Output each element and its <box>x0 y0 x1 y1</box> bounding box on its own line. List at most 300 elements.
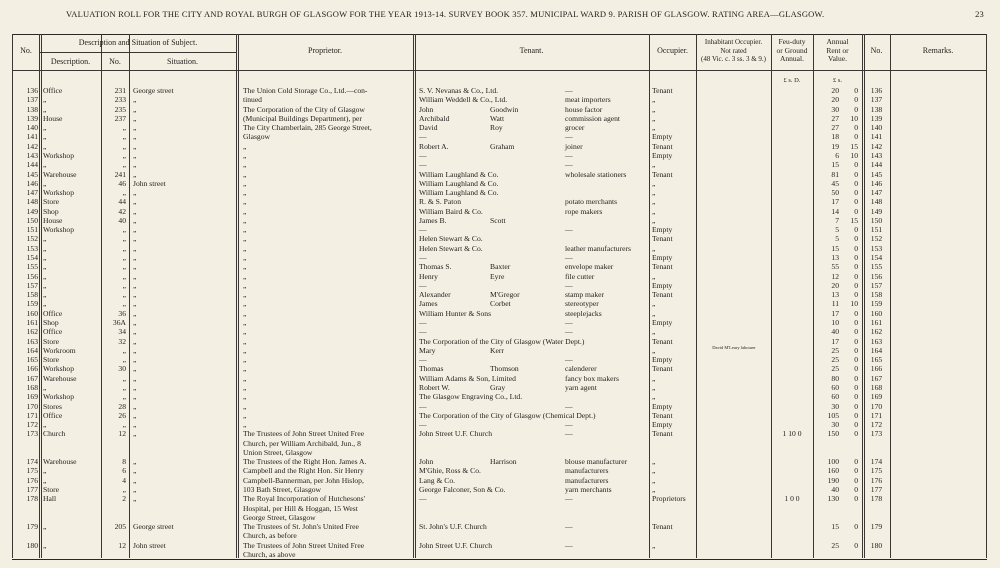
col-header-occupier: Occupier. <box>657 46 688 55</box>
table-row <box>0 439 1000 448</box>
row-no-repeat: 136 <box>870 86 883 95</box>
row-rent-shillings: 10 <box>850 299 858 309</box>
row-rent-shillings: 15 <box>850 141 858 151</box>
rent-currency-label: £ s. <box>832 77 843 84</box>
row-tenant-surname: Corbet <box>490 299 511 309</box>
row-rent-pounds: 18 <box>831 132 839 142</box>
col-header-proprietor: Proprietor. <box>308 46 342 55</box>
row-occupier: „ <box>652 104 656 114</box>
row-number: „ <box>122 355 126 365</box>
row-situation: „ <box>133 299 137 309</box>
row-no-repeat: 156 <box>870 271 883 281</box>
row-number: 237 <box>114 113 126 123</box>
row-no-repeat: 168 <box>870 382 883 392</box>
row-rent-shillings: 0 <box>854 104 858 114</box>
row-rent-pounds: 5 <box>835 225 839 235</box>
row-situation: „ <box>133 262 137 272</box>
row-number: „ <box>122 373 126 383</box>
row-no-repeat: 144 <box>870 160 883 170</box>
row-rent-shillings: 0 <box>854 86 858 95</box>
col-header-situation: Situation. <box>167 57 198 66</box>
row-situation: „ <box>133 271 137 281</box>
row-number: 36A <box>112 318 126 327</box>
row-rent-pounds: 190 <box>827 475 839 485</box>
row-no: 156 <box>26 271 38 281</box>
row-tenant-trade: — <box>565 494 573 504</box>
row-no-repeat: 165 <box>870 355 883 365</box>
row-no-repeat: 145 <box>870 169 883 179</box>
row-description: Warehouse <box>43 373 77 383</box>
row-number: „ <box>122 132 126 142</box>
row-rent-shillings: 0 <box>854 522 858 532</box>
row-tenant-trade: — <box>565 327 573 337</box>
row-occupier: „ <box>652 215 656 225</box>
row-description: Shop <box>43 206 59 216</box>
row-rent-shillings: 0 <box>854 243 858 253</box>
row-rent-pounds: 55 <box>831 262 839 272</box>
row-tenant-name: Mary <box>419 345 436 355</box>
table-row <box>0 522 1000 531</box>
row-rent-shillings: 0 <box>854 373 858 383</box>
row-description: „ <box>43 262 47 272</box>
row-rent-pounds: 5 <box>835 234 839 244</box>
row-no-repeat: 171 <box>870 410 883 420</box>
row-no: 154 <box>26 253 38 263</box>
row-tenant-name: Robert A. <box>419 141 449 151</box>
row-rent-pounds: 17 <box>831 336 839 346</box>
row-occupier: Empty <box>652 401 673 411</box>
row-tenant-name: The Corporation of the City of Glasgow (Chemical Dept.) <box>419 410 596 420</box>
row-proprietor: „ <box>243 327 247 337</box>
row-no-repeat: 161 <box>870 318 883 327</box>
row-no: 178 <box>26 494 38 504</box>
row-rent-shillings: 0 <box>854 206 858 216</box>
row-rent-pounds: 60 <box>831 392 839 402</box>
row-occupier: Tenant <box>652 262 673 272</box>
row-tenant-surname: Graham <box>490 141 515 151</box>
row-description: Store <box>43 336 60 346</box>
row-description: Office <box>43 86 63 95</box>
row-description: „ <box>43 141 47 151</box>
row-occupier: „ <box>652 197 656 207</box>
row-rent-shillings: 0 <box>854 169 858 179</box>
row-rent-shillings: 0 <box>854 308 858 318</box>
row-occupier: Tenant <box>652 169 673 179</box>
row-no-repeat: 160 <box>870 308 883 318</box>
row-rent-pounds: 20 <box>831 86 839 95</box>
row-tenant-trade: stamp maker <box>565 290 605 300</box>
row-tenant-surname: Watt <box>490 113 505 123</box>
row-tenant-name: William Baird & Co. <box>419 206 483 216</box>
row-tenant-name: Helen Stewart & Co. <box>419 234 483 244</box>
row-no-repeat: 170 <box>870 401 883 411</box>
row-no: 174 <box>26 457 38 467</box>
row-occupier: „ <box>652 243 656 253</box>
row-no: 142 <box>26 141 38 151</box>
row-situation: „ <box>133 280 137 290</box>
row-situation: „ <box>133 318 137 327</box>
row-description: „ <box>43 540 47 550</box>
row-tenant-trade: — <box>565 429 573 439</box>
row-no-repeat: 172 <box>870 420 883 430</box>
row-no-repeat: 169 <box>870 392 883 402</box>
table-row <box>0 142 1000 151</box>
row-no: 170 <box>26 401 38 411</box>
row-description: Workshop <box>43 225 75 235</box>
row-no: 147 <box>26 188 38 198</box>
row-description: „ <box>43 382 47 392</box>
row-tenant-trade: file cutter <box>565 271 595 281</box>
row-description: „ <box>43 299 47 309</box>
row-tenant-name: William Laughland & Co. <box>419 178 499 188</box>
row-number: 32 <box>118 336 126 346</box>
row-rent-pounds: 13 <box>831 253 839 263</box>
col-header-no: No. <box>20 46 32 55</box>
table-row <box>0 179 1000 188</box>
row-number: „ <box>122 280 126 290</box>
row-description: „ <box>43 178 47 188</box>
row-occupier: „ <box>652 485 656 495</box>
row-occupier: Empty <box>652 420 673 430</box>
row-no-repeat: 177 <box>870 485 883 495</box>
row-number: „ <box>122 225 126 235</box>
row-no: 148 <box>26 197 38 207</box>
row-rent-pounds: 19 <box>831 141 839 151</box>
row-number: 231 <box>114 86 126 95</box>
table-row <box>0 355 1000 364</box>
row-tenant-trade: blouse manufacturer <box>565 457 628 467</box>
row-tenant-trade: manufacturers <box>565 466 609 476</box>
row-proprietor: „ <box>243 410 247 420</box>
row-situation: „ <box>133 225 137 235</box>
row-number: 42 <box>118 206 126 216</box>
col-header-inhabitant-l2: Not rated <box>720 46 747 55</box>
table-row <box>0 374 1000 383</box>
row-no: 179 <box>26 522 38 532</box>
col-header-feu-l3: Annual. <box>780 54 804 63</box>
row-situation: „ <box>133 197 137 207</box>
row-rent-shillings: 0 <box>854 420 858 430</box>
col-header-remarks: Remarks. <box>922 46 954 55</box>
row-tenant-name: John <box>419 457 434 467</box>
row-rent-pounds: 40 <box>831 485 839 495</box>
row-situation: „ <box>133 364 137 374</box>
row-tenant-trade: — <box>565 355 573 365</box>
row-proprietor: tinued <box>243 95 262 105</box>
row-occupier: Tenant <box>652 410 673 420</box>
row-tenant-trade: grocer <box>565 123 585 133</box>
table-row <box>0 513 1000 522</box>
row-rent-shillings: 0 <box>854 540 858 550</box>
row-occupier: „ <box>652 327 656 337</box>
row-no-repeat: 137 <box>870 95 883 105</box>
row-situation: „ <box>133 336 137 346</box>
row-situation: „ <box>133 308 137 318</box>
row-tenant-name: William Adams & Son, Limited <box>419 373 516 383</box>
row-occupier: „ <box>652 345 656 355</box>
row-no-repeat: 157 <box>870 280 883 290</box>
row-proprietor: „ <box>243 345 247 355</box>
row-description: Workroom <box>43 345 76 355</box>
row-no: 164 <box>26 345 38 355</box>
row-rent-shillings: 0 <box>854 457 858 467</box>
row-tenant-name: Robert W. <box>419 382 450 392</box>
row-no: 168 <box>26 382 38 392</box>
row-proprietor: „ <box>243 382 247 392</box>
row-rent-shillings: 0 <box>854 234 858 244</box>
row-number: 6 <box>122 466 126 476</box>
row-number: „ <box>122 150 126 160</box>
table-row <box>0 225 1000 234</box>
row-no: 158 <box>26 290 38 300</box>
table-row <box>0 244 1000 253</box>
row-number: „ <box>122 123 126 133</box>
row-tenant-name: — <box>419 280 427 290</box>
row-situation: „ <box>133 243 137 253</box>
row-rent-pounds: 10 <box>831 318 839 327</box>
row-number: 12 <box>118 429 126 439</box>
row-description: „ <box>43 280 47 290</box>
row-rent-pounds: 60 <box>831 382 839 392</box>
row-situation: John street <box>133 178 166 188</box>
row-number: „ <box>122 271 126 281</box>
row-tenant-trade: — <box>565 132 573 142</box>
row-description: „ <box>43 123 47 133</box>
row-rent-pounds: 160 <box>827 466 839 476</box>
row-no-repeat: 173 <box>870 429 883 439</box>
row-description: „ <box>43 522 47 532</box>
row-number: 8 <box>122 457 126 467</box>
row-occupier: Empty <box>652 355 673 365</box>
row-no-repeat: 174 <box>870 457 883 467</box>
row-tenant-name: — <box>419 494 427 504</box>
rule <box>12 70 987 71</box>
rule <box>39 52 236 53</box>
row-tenant-trade: — <box>565 401 573 411</box>
row-proprietor: „ <box>243 188 247 198</box>
row-rent-shillings: 0 <box>854 485 858 495</box>
table-row <box>0 207 1000 216</box>
row-tenant-name: James B. <box>419 215 447 225</box>
row-tenant-trade: meat importers <box>565 95 611 105</box>
col-header-inhabitant-l3: (48 Vic. c. 3 ss. 3 & 9.) <box>701 55 766 63</box>
row-description: Workshop <box>43 188 75 198</box>
table-row <box>0 281 1000 290</box>
row-number: „ <box>122 485 126 495</box>
row-no: 180 <box>26 540 38 550</box>
row-proprietor: The Trustees of St. John's United Free <box>243 522 359 532</box>
row-tenant-name: George Falconer, Son & Co. <box>419 485 506 495</box>
row-proprietor: Campbell and the Right Hon. Sir Henry <box>243 466 364 476</box>
row-situation: „ <box>133 345 137 355</box>
row-tenant-name: — <box>419 150 427 160</box>
row-rent-pounds: 12 <box>831 271 839 281</box>
row-number: „ <box>122 253 126 263</box>
row-number: 12 <box>118 540 126 550</box>
row-tenant-trade: — <box>565 225 573 235</box>
row-tenant-name: Henry <box>419 271 438 281</box>
row-description: Store <box>43 355 60 365</box>
col-header-inhabitant-l1: Inhabitant Occupier. <box>704 38 763 46</box>
table-row <box>0 541 1000 550</box>
row-rent-shillings: 0 <box>854 225 858 235</box>
row-proprietor: The Trustees of John Street United Free <box>243 429 365 439</box>
row-occupier: „ <box>652 457 656 467</box>
row-rent-pounds: 50 <box>831 188 839 198</box>
row-no-repeat: 138 <box>870 104 883 114</box>
row-tenant-trade: yarn agent <box>565 382 597 392</box>
row-proprietor: „ <box>243 206 247 216</box>
table-row <box>0 466 1000 475</box>
row-rent-pounds: 20 <box>831 95 839 105</box>
row-number: „ <box>122 262 126 272</box>
row-occupier: Empty <box>652 318 673 327</box>
row-no: 141 <box>26 132 38 142</box>
row-rent-pounds: 81 <box>831 169 839 179</box>
table-row <box>0 411 1000 420</box>
row-rent-pounds: 30 <box>831 420 839 430</box>
col-header-rent-l1: Annual <box>826 37 849 46</box>
row-proprietor: „ <box>243 364 247 374</box>
row-situation: George street <box>133 86 174 95</box>
row-rent-shillings: 0 <box>854 318 858 327</box>
feu-currency-label: £ s. D. <box>783 77 801 84</box>
row-proprietor: „ <box>243 420 247 430</box>
row-no-repeat: 140 <box>870 123 883 133</box>
row-tenant-name: — <box>419 401 427 411</box>
row-situation: „ <box>133 169 137 179</box>
row-no-repeat: 143 <box>870 150 883 160</box>
col-header-rent-l2: Rent or <box>826 45 849 55</box>
table-row <box>0 550 1000 559</box>
row-description: Shop <box>43 318 59 327</box>
row-no: 176 <box>26 475 38 485</box>
row-occupier: Empty <box>652 253 673 263</box>
row-tenant-name: William Weddell & Co., Ltd. <box>419 95 508 105</box>
row-number: „ <box>122 420 126 430</box>
row-proprietor: „ <box>243 355 247 365</box>
row-proprietor: „ <box>243 373 247 383</box>
row-situation: „ <box>133 355 137 365</box>
col-header-tenant: Tenant. <box>519 46 544 55</box>
row-rent-pounds: 25 <box>831 345 839 355</box>
col-header-no2: No. <box>870 46 883 55</box>
row-occupier: „ <box>652 466 656 476</box>
table-row <box>0 114 1000 123</box>
row-no-repeat: 153 <box>870 243 883 253</box>
row-rent-shillings: 0 <box>854 280 858 290</box>
row-occupier: „ <box>652 123 656 133</box>
row-rent-shillings: 0 <box>854 271 858 281</box>
table-row <box>0 132 1000 141</box>
row-proprietor: „ <box>243 169 247 179</box>
row-no: 138 <box>26 104 38 114</box>
row-description: Office <box>43 308 63 318</box>
row-occupier: Tenant <box>652 234 673 244</box>
row-no: 144 <box>26 160 38 170</box>
row-situation: „ <box>133 410 137 420</box>
table-row <box>0 299 1000 308</box>
row-no: 149 <box>26 206 38 216</box>
row-number: „ <box>122 392 126 402</box>
row-tenant-trade: — <box>565 160 573 170</box>
col-header-inhabitant <box>696 38 771 64</box>
row-number: 26 <box>118 410 126 420</box>
table-row <box>0 429 1000 438</box>
row-no-repeat: 179 <box>870 522 883 532</box>
row-description: Workshop <box>43 364 75 374</box>
row-no: 161 <box>26 318 38 327</box>
row-proprietor: „ <box>243 234 247 244</box>
row-situation: „ <box>133 429 137 439</box>
row-proprietor: „ <box>243 243 247 253</box>
row-rent-pounds: 15 <box>831 160 839 170</box>
row-number: 241 <box>114 169 126 179</box>
row-tenant-trade: — <box>565 253 573 263</box>
row-description: Store <box>43 197 60 207</box>
row-rent-pounds: 30 <box>831 104 839 114</box>
row-number: „ <box>122 382 126 392</box>
row-description: Church <box>43 429 66 439</box>
row-no-repeat: 142 <box>870 141 883 151</box>
row-tenant-trade: commission agent <box>565 113 621 123</box>
row-proprietor: The Corporation of the City of Glasgow <box>243 104 365 114</box>
row-rent-pounds: 7 <box>835 215 839 225</box>
row-proprietor: George Street, Glasgow <box>243 512 316 522</box>
row-rent-pounds: 6 <box>835 150 839 160</box>
table-row <box>0 494 1000 503</box>
row-situation: „ <box>133 95 137 105</box>
row-description: Office <box>43 327 63 337</box>
row-situation: „ <box>133 485 137 495</box>
table-row <box>0 253 1000 262</box>
row-description: „ <box>43 420 47 430</box>
row-tenant-name: The Corporation of the City of Glasgow (Water Dept.) <box>419 336 585 346</box>
table-row <box>0 318 1000 327</box>
row-proprietor: „ <box>243 271 247 281</box>
row-proprietor: The Union Cold Storage Co., Ltd.—con- <box>243 86 368 95</box>
row-rent-shillings: 0 <box>854 336 858 346</box>
row-description: Warehouse <box>43 169 77 179</box>
row-rent-pounds: 30 <box>831 401 839 411</box>
row-rent-shillings: 0 <box>854 290 858 300</box>
table-row <box>0 476 1000 485</box>
row-tenant-trade: fancy box makers <box>565 373 619 383</box>
row-no-repeat: 180 <box>870 540 883 550</box>
table-row <box>0 160 1000 169</box>
row-tenant-surname: Gray <box>490 382 506 392</box>
row-occupier: „ <box>652 178 656 188</box>
row-no-repeat: 141 <box>870 132 883 142</box>
row-description: Store <box>43 485 60 495</box>
row-no: 165 <box>26 355 38 365</box>
row-tenant-name: John Street U.F. Church <box>419 429 493 439</box>
table-row <box>0 105 1000 114</box>
row-situation: „ <box>133 392 137 402</box>
row-proprietor: Church, as above <box>243 550 296 559</box>
row-occupier: Tenant <box>652 364 673 374</box>
row-occupier: „ <box>652 540 656 550</box>
row-rent-shillings: 10 <box>850 150 858 160</box>
row-tenant-name: St. John's U.F. Church <box>419 522 487 532</box>
row-tenant-trade: stereotyper <box>565 299 599 309</box>
table-row <box>0 383 1000 392</box>
row-no: 137 <box>26 95 38 105</box>
row-rent-shillings: 10 <box>850 113 858 123</box>
row-situation: „ <box>133 401 137 411</box>
row-description: „ <box>43 95 47 105</box>
row-tenant-trade: — <box>565 420 573 430</box>
